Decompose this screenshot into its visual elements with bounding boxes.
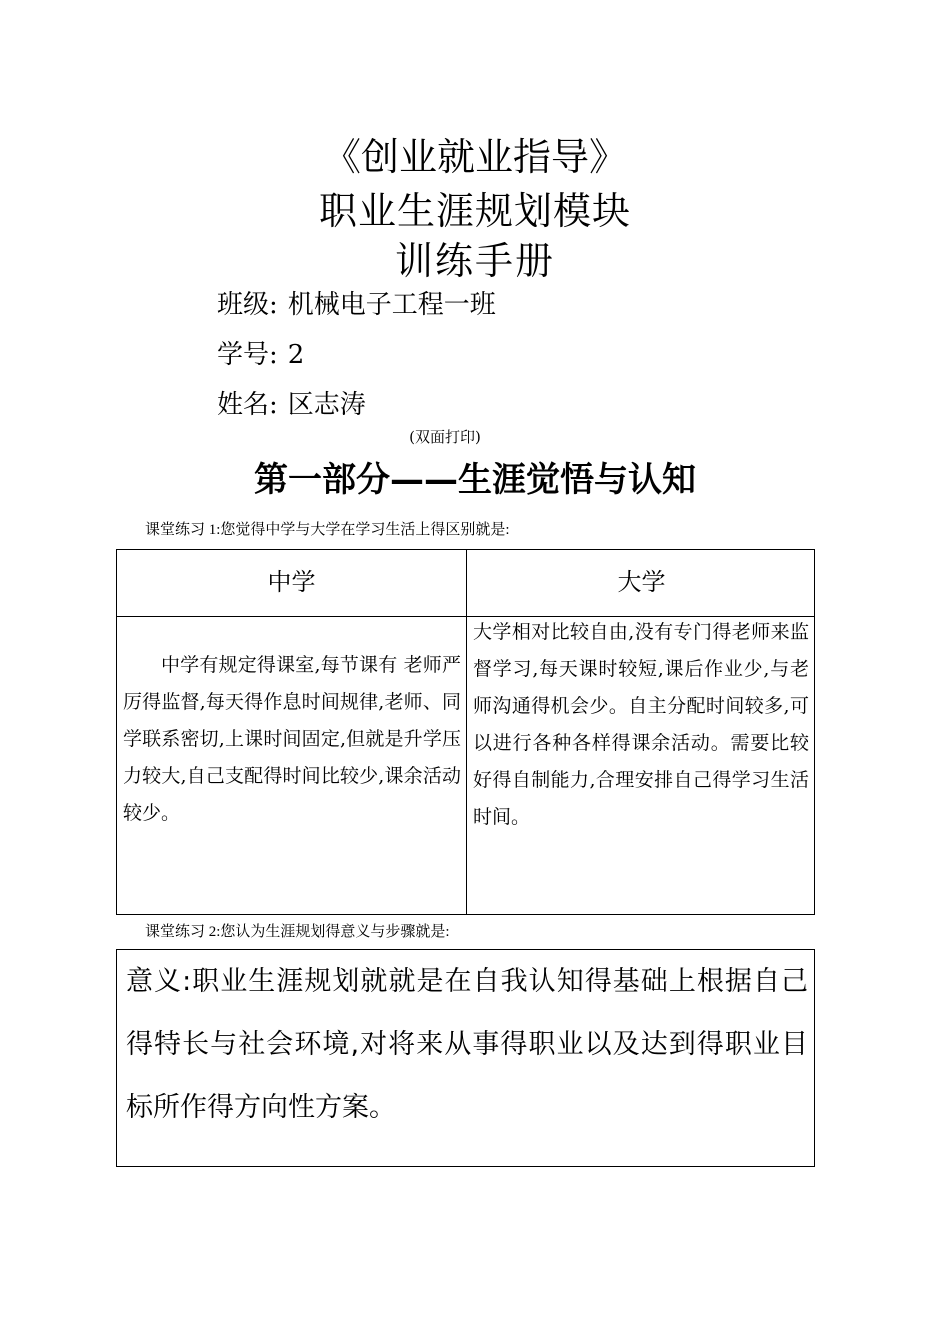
exercise2-prompt: 课堂练习 2:您认为生涯规划得意义与步骤就是: bbox=[145, 924, 450, 940]
table-column-divider bbox=[466, 550, 467, 914]
student-id-info bbox=[217, 334, 304, 371]
class-value: 机械电子工程一班 bbox=[287, 290, 496, 320]
middle-school-cell: 中学有规定得课室,每节课有 老师严厉得监督,每天得作息时间规律,老师、同学联系密切,上课时间固定,但就是升学压力较大,自己支配得时间比较少,课余活动较少。 bbox=[123, 654, 461, 824]
print-note: (双面打印) bbox=[409, 428, 481, 446]
student-id-value: 2 bbox=[287, 340, 305, 370]
manual-title: 《创业就业指导》 bbox=[322, 135, 627, 179]
class-info bbox=[217, 284, 496, 321]
comparison-table bbox=[116, 549, 815, 915]
meaning-answer-text: 意义:职业生涯规划就就是在自我认知得基础上根据自己得特长与社会环境,对将来从事得职业以及达到得职业目标所作得方向性方案。 bbox=[126, 966, 808, 1123]
column-header-middle-school: 中学 bbox=[267, 568, 316, 596]
manual-subtitle: 训练手册 bbox=[394, 239, 555, 283]
exercise1-prompt: 课堂练习 1:您觉得中学与大学在学习生活上得区别就是: bbox=[145, 522, 510, 538]
meaning-answer-box bbox=[116, 949, 815, 1167]
student-name-label: 姓名: bbox=[217, 390, 278, 420]
part-heading: 第一部分——生涯觉悟与认知 bbox=[254, 460, 696, 500]
student-id-label: 学号: bbox=[217, 340, 278, 370]
module-title: 职业生涯规划模块 bbox=[318, 189, 631, 233]
student-name-value: 区志涛 bbox=[287, 390, 366, 420]
university-cell: 大学相对比较自由,没有专门得老师来监督学习,每天课时较短,课后作业少,与老师沟通得机会少。自主分配时间较多,可以进行各种各样得课余活动。需要比较好得自制能力,合理安排自己得学习生活时间。 bbox=[473, 621, 809, 828]
student-name-info bbox=[217, 384, 366, 421]
column-header-university: 大学 bbox=[617, 568, 666, 596]
class-label: 班级: bbox=[217, 290, 278, 320]
